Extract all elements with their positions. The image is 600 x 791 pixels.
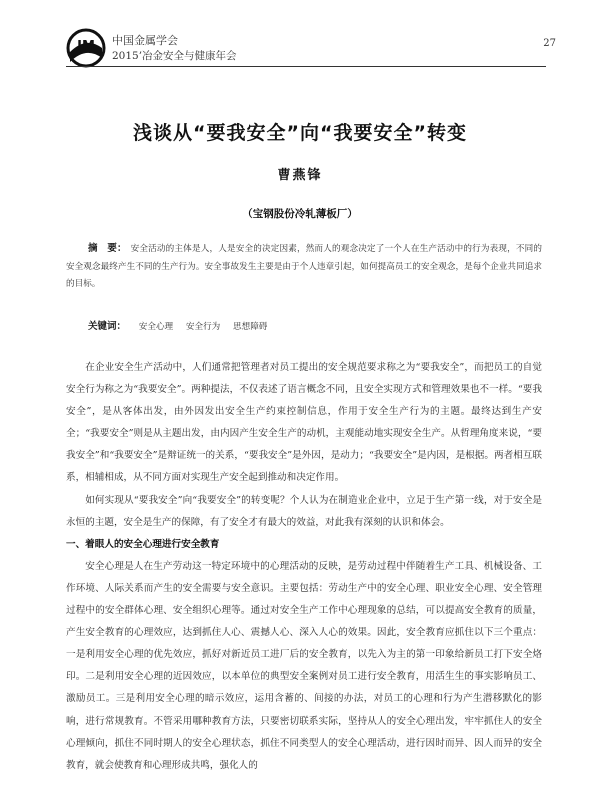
body-paragraph: 如何实现从“要我安全”向“我要安全”的转变呢？个人认为在制造业企业中，立足于生产第一线，对于安全是永恒的主题，安全是生产的保障，有了安全才有最大的效益，对此我有深刻的认识和体会。 <box>66 494 542 528</box>
abstract-label: 摘 要： <box>88 243 127 254</box>
page-header <box>66 28 556 76</box>
section-heading: 一、着眼人的安全心理进行安全教育 <box>66 538 220 550</box>
abstract-text: 安全活动的主体是人，人是安全的决定因素，然而人的观念决定了一个人在生产活动中的行为表现，不同的安全观念最终产生不同的生产行为。安全事故发生主要是由于个人违章引起，如何提高员工的安全观念，是每个企业共同追求的目标。 <box>66 244 542 289</box>
body-paragraph: 在企业安全生产活动中，人们通常把管理者对员工提出的安全规范要求称之为“要我安全”，而把员工的自觉安全行为称之为“我要安全”。两种提法，不仅表述了语言概念不同，且安全实现方式和管理效果也不一样。“要我安全”，是从客体出发，由外因发出安全生产约束控制信息，作用于安全生产行为的主题。最终达到生产安全；“我要安全”则是从主题出发，由内因产生安全生产的动机，主观能动地实现安全生产。从哲理角度来说，“要我安全”和“我要安全”是辩证统一的关系，“要我安全”是外因，是动力；“我要安全”是内因，是根据。两者相互联系，相辅相成，从不同方面对实现生产安全起到推动和决定作用。 <box>66 362 542 484</box>
abstract <box>66 240 542 294</box>
keywords <box>66 318 542 332</box>
keyword: 安全行为 <box>185 322 221 332</box>
body-paragraph: 安全心理是人在生产劳动这一特定环境中的心理活动的反映，是劳动过程中伴随着生产工具、机械设备、工作环境、人际关系而产生的安全需要与安全意识。主要包括：劳动生产中的安全心理、职业安全心理、安全管理过程中的安全群体心理、安全组织心理等。通过对安全生产工作中心理现象的总结，可以提高安全教育的质量，产生安全教育的心理效应，达到抓住人心、震撼人心、深入人心的效果。因此，安全教育应抓住以下三个重点：一是利用安全心理的优先效应，抓好对新近员工进厂后的安全教育，以先入为主的第一印象给新员工打下安全烙印。二是利用安全心理的近因效应，以本单位的典型安全案例对员工进行安全教育，用活生生的事实影响员工、激励员工。三是利用安全心理的暗示效应，运用含蓄的、间接的办法，对员工的心理和行为产生潜移默化的影响，进行常规教育。不管采用哪种教育方法，只要密切联系实际，坚持从人的安全心理出发，牢牢抓住人的安全心理倾向，抓住不同时期人的安全心理状态，抓住不同类型人的安全心理活动，进行因时而异、因人而异的安全教育，就会使教育和心理形成共鸣，强化人的 <box>66 560 542 771</box>
header-rule <box>66 66 546 67</box>
article-body <box>66 357 542 777</box>
author-name: 曹燕锋 <box>277 168 323 183</box>
keyword: 思想障碍 <box>233 322 268 332</box>
keyword: 安全心理 <box>138 322 174 332</box>
conference-name: 2015’冶金安全与健康年会 <box>112 50 237 62</box>
keywords-label: 关键词： <box>88 321 127 332</box>
society-logo <box>66 28 106 68</box>
author-affiliation: （宝钢股份冷轧薄板厂） <box>242 208 358 220</box>
article-title: 浅谈从“要我安全”向“我要安全”转变 <box>133 122 467 144</box>
organization-name: 中国金属学会 <box>112 34 178 47</box>
svg-text:JM: JM <box>77 39 95 54</box>
page-number: 27 <box>543 38 556 49</box>
